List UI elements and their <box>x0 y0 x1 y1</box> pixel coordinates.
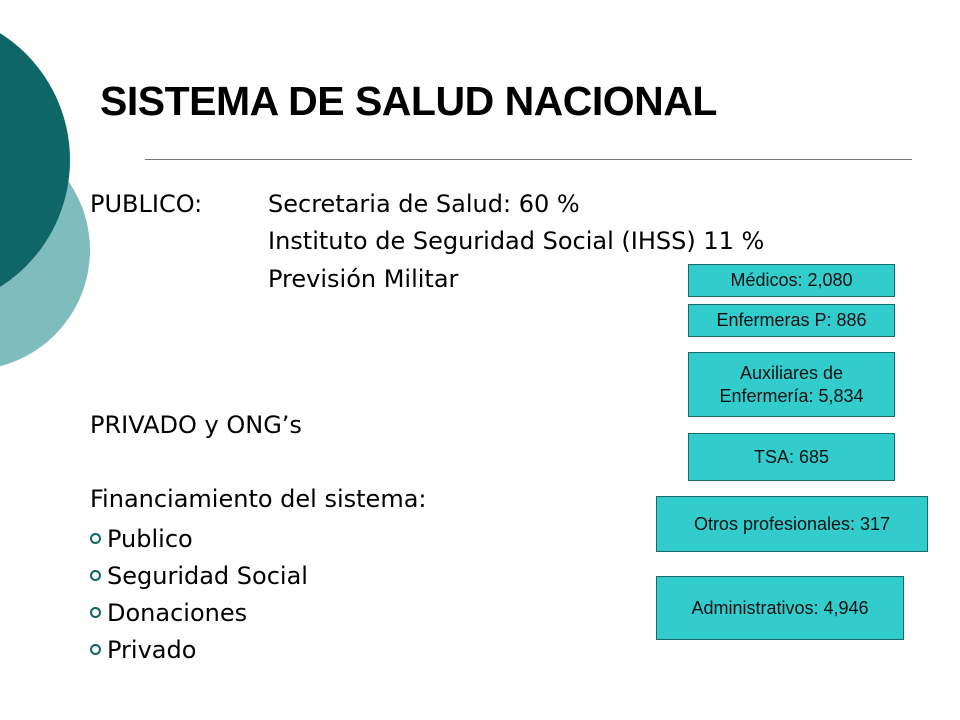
slide-title: SISTEMA DE SALUD NACIONAL <box>100 78 717 124</box>
publico-line-1: Secretaria de Salud: 60 % <box>268 190 580 218</box>
title-divider <box>145 159 912 160</box>
staff-box-enfermeras: Enfermeras P: 886 <box>688 304 895 337</box>
list-item: Privado <box>90 631 308 668</box>
ring-bullet-icon <box>90 644 101 655</box>
privado-label: PRIVADO y ONG’s <box>90 411 302 439</box>
financiamiento-list <box>90 520 308 668</box>
publico-line-2: Instituto de Seguridad Social (IHSS) 11 % <box>268 227 765 255</box>
staff-box-otros: Otros profesionales: 317 <box>656 496 928 552</box>
financiamiento-heading: Financiamiento del sistema: <box>90 485 427 513</box>
publico-label: PUBLICO: <box>90 190 203 218</box>
ring-bullet-icon <box>90 570 101 581</box>
ring-bullet-icon <box>90 607 101 618</box>
publico-line-3: Previsión Militar <box>268 265 459 293</box>
staff-box-administrativos: Administrativos: 4,946 <box>656 576 904 640</box>
staff-box-tsa: TSA: 685 <box>688 433 895 481</box>
list-item: Publico <box>90 520 308 557</box>
staff-box-auxiliares: Auxiliares de Enfermería: 5,834 <box>688 352 895 417</box>
ring-bullet-icon <box>90 533 101 544</box>
staff-box-medicos: Médicos: 2,080 <box>688 264 895 297</box>
list-item: Donaciones <box>90 594 308 631</box>
list-item: Seguridad Social <box>90 557 308 594</box>
